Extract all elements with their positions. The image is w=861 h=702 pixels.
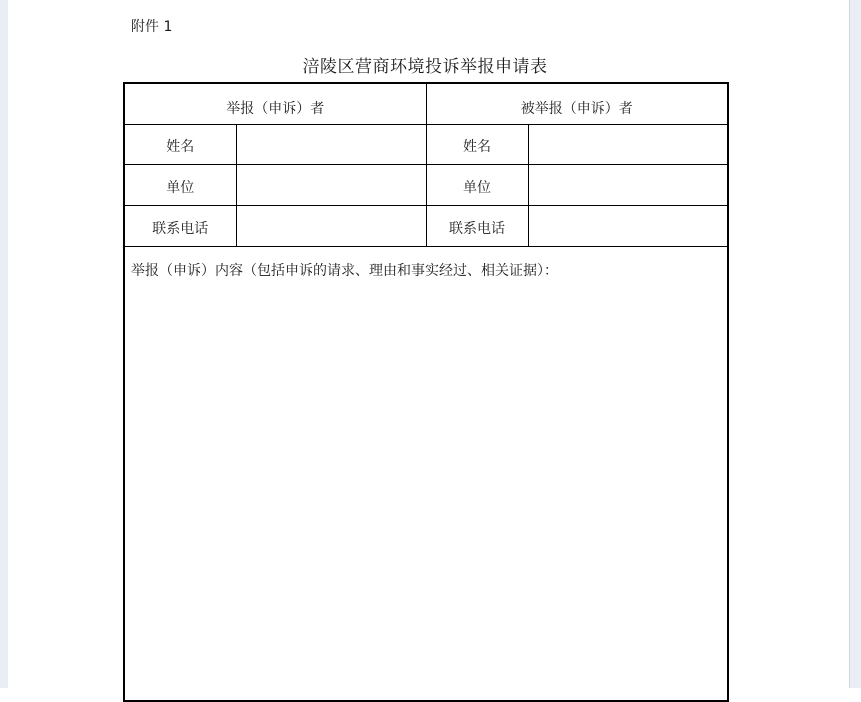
reported-unit-field[interactable] [528,164,728,205]
phone-row [124,205,728,246]
right-scrollbar-track[interactable] [849,0,861,688]
reporter-phone-field[interactable] [236,205,426,246]
complaint-form-table [123,82,729,702]
name-row [124,124,728,164]
form-title: 涪陵区营商环境投诉举报申请表 [302,57,548,77]
reported-unit-label: 单位 [426,164,528,205]
reported-phone-value[interactable] [529,206,728,246]
reporter-phone-value[interactable] [237,206,426,246]
reported-header: 被举报（申诉）者 [426,83,728,124]
content-row [124,246,728,701]
reporter-name-label: 姓名 [124,124,236,164]
reporter-header: 举报（申诉）者 [124,83,426,124]
reported-phone-field[interactable] [528,205,728,246]
attachment-label: 附件 1 [131,19,173,35]
reporter-unit-field[interactable] [236,164,426,205]
reported-unit-value[interactable] [529,165,728,205]
reporter-unit-value[interactable] [237,165,426,205]
reported-name-label: 姓名 [426,124,528,164]
reported-name-value[interactable] [529,125,728,164]
unit-row [124,164,728,205]
complaint-content-label: 举报（申诉）内容（包括申诉的请求、理由和事实经过、相关证据）： [131,262,558,279]
left-margin [0,0,8,688]
party-header-row [124,83,728,124]
complaint-content-field[interactable] [124,246,728,701]
reported-name-field[interactable] [528,124,728,164]
reporter-name-field[interactable] [236,124,426,164]
reporter-unit-label: 单位 [124,164,236,205]
reporter-phone-label: 联系电话 [124,205,236,246]
reported-phone-label: 联系电话 [426,205,528,246]
reporter-name-value[interactable] [237,125,426,164]
